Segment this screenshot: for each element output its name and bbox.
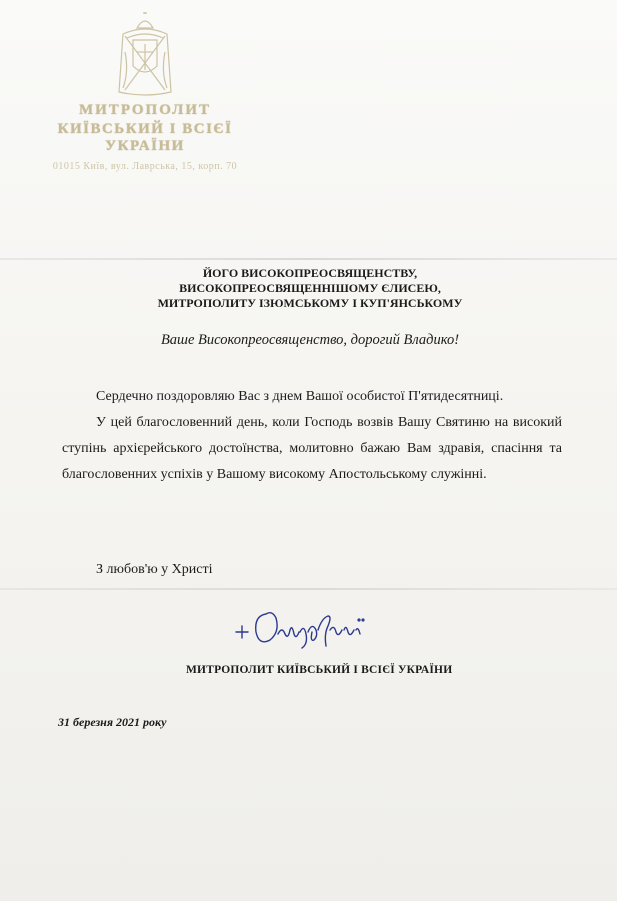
paper-fold-bottom <box>0 588 617 590</box>
signer-title: МИТРОПОЛИТ КИЇВСЬКИЙ І ВСІЄЇ УКРАЇНИ <box>186 664 453 676</box>
paper-fold-top <box>0 258 617 260</box>
salutation: Ваше Високопреосвященство, дорогий Владико! <box>160 332 460 348</box>
letter-date: 31 березня 2021 року <box>58 715 167 729</box>
body-paragraph-1: Сердечно поздоровляю Вас з днем Вашої особистої П'ятидесятниці. <box>96 389 504 404</box>
coat-of-arms-emblem-icon <box>115 12 175 100</box>
addressee-line-1: ЙОГО ВИСОКОПРЕОСВЯЩЕНСТВУ, <box>202 266 418 280</box>
body-paragraph-2: У цей благословенний день, коли Господь возвів Вашу Святиню на високий ступінь архієрейського достоїнства, молитовно бажаю Вам здравія, спасіння та благословенних успіхів у Вашому високому Апостольському служінні. <box>62 415 562 482</box>
letterhead <box>20 12 270 172</box>
addressee-line-2: ВИСОКОПРЕОСВЯЩЕННІШОМУ ЄЛИСЕЮ, <box>179 281 441 295</box>
letterhead-address: 01015 Київ, вул. Лаврська, 15, корп. 70 <box>52 161 238 172</box>
addressee-line-3: МИТРОПОЛИТУ ІЗЮМСЬКОМУ І КУП'ЯНСЬКОМУ <box>157 296 463 310</box>
handwritten-signature <box>232 600 382 656</box>
letterhead-title: МИТРОПОЛИТ <box>78 102 211 118</box>
closing-phrase: З любов'ю у Христі <box>96 562 213 577</box>
letterhead-subtitle: КИЇВСЬКИЙ І ВСІЄЇ УКРАЇНИ <box>57 121 233 154</box>
letter-body <box>62 384 562 488</box>
addressee-block <box>120 266 500 311</box>
